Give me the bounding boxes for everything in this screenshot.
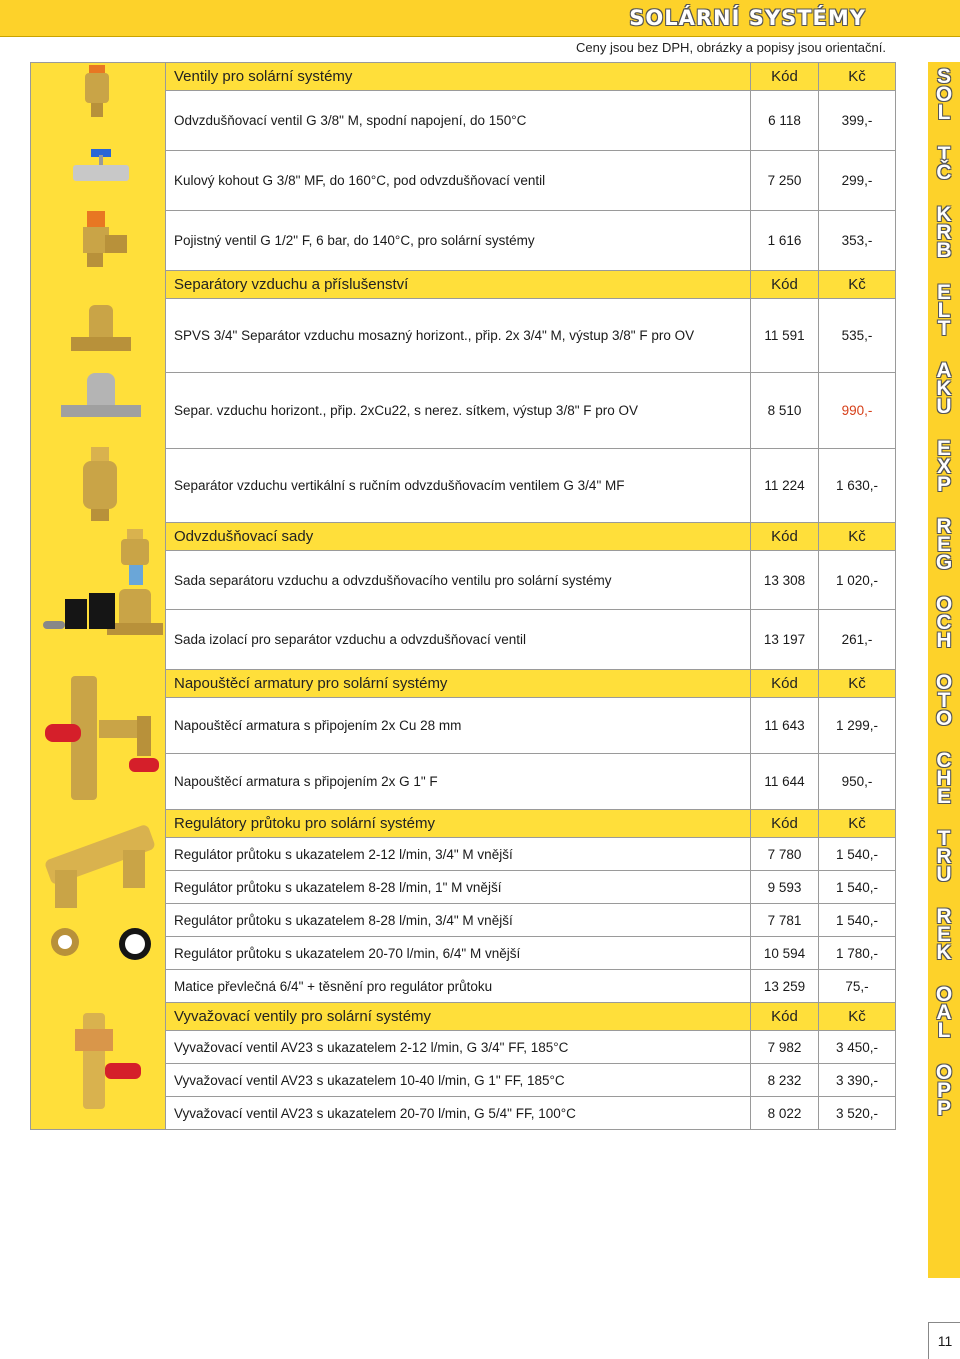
brass-valve-icon: [79, 65, 115, 121]
item-description: Pojistný ventil G 1/2" F, 6 bar, do 140°C, pro solární systémy: [166, 211, 751, 271]
price-header: Kč: [819, 810, 896, 838]
item-code: 8 022: [751, 1097, 819, 1130]
item-code: 11 591: [751, 299, 819, 373]
side-index: [928, 62, 960, 1278]
item-description: Kulový kohout G 3/8" MF, do 160°C, pod odvzdušňovací ventil: [166, 151, 751, 211]
item-description: Regulátor průtoku s ukazatelem 8-28 l/min, 1" M vnější: [166, 871, 751, 904]
item-price: 353,-: [819, 211, 896, 271]
section-header: [31, 523, 896, 551]
section-header: [31, 810, 896, 838]
item-code: 7 781: [751, 904, 819, 937]
section-title: Napouštěcí armatury pro solární systémy: [166, 670, 751, 698]
item-description: SPVS 3/4" Separátor vzduchu mosazný horizont., přip. 2x 3/4" M, výstup 3/8" F pro OV: [166, 299, 751, 373]
item-code: 13 197: [751, 610, 819, 670]
item-code: 13 259: [751, 970, 819, 1003]
section-title: Odvzdušňovací sady: [166, 523, 751, 551]
item-price: 1 630,-: [819, 449, 896, 523]
product-images: [31, 271, 166, 523]
item-price: 3 390,-: [819, 1064, 896, 1097]
section-title: Ventily pro solární systémy: [166, 63, 751, 91]
section-header: [31, 670, 896, 698]
item-code: 6 118: [751, 91, 819, 151]
item-price: 1 540,-: [819, 838, 896, 871]
side-index-exp[interactable]: E X P: [936, 437, 951, 496]
product-images: [31, 523, 166, 670]
air-separator-icon: [61, 371, 141, 431]
side-index-opp[interactable]: O P P: [935, 1061, 953, 1120]
price-disclaimer: Ceny jsou bez DPH, obrázky a popisy jsou orientační.: [576, 40, 886, 55]
top-banner: [0, 0, 960, 37]
item-description: Sada separátoru vzduchu a odvzdušňovacího ventilu pro solární systémy: [166, 551, 751, 610]
item-description: Napouštěcí armatura s připojením 2x G 1" F: [166, 754, 751, 810]
section-header: [31, 1003, 896, 1031]
balancing-valve-icon: [51, 1009, 151, 1119]
item-description: Vyvažovací ventil AV23 s ukazatelem 10-40 l/min, G 1" FF, 185°C: [166, 1064, 751, 1097]
insulation-set-icon: [35, 527, 165, 667]
side-index-che[interactable]: C H E: [936, 749, 952, 808]
item-description: Regulátor průtoku s ukazatelem 8-28 l/min, 3/4" M vnější: [166, 904, 751, 937]
item-description: Sada izolací pro separátor vzduchu a odvzdušňovací ventil: [166, 610, 751, 670]
item-price: 1 540,-: [819, 871, 896, 904]
product-images: [31, 810, 166, 1003]
section-header: [31, 63, 896, 91]
item-price: 1 780,-: [819, 937, 896, 970]
filling-valve-icon: [37, 672, 166, 808]
code-header: Kód: [751, 1003, 819, 1031]
price-header: Kč: [819, 670, 896, 698]
side-index-tc[interactable]: T Č: [936, 143, 952, 184]
item-price: 950,-: [819, 754, 896, 810]
item-description: Regulátor průtoku s ukazatelem 2-12 l/min, 3/4" M vnější: [166, 838, 751, 871]
item-description: Separátor vzduchu vertikální s ručním odvzdušňovacím ventilem G 3/4" MF: [166, 449, 751, 523]
item-price: 1 540,-: [819, 904, 896, 937]
item-price: 75,-: [819, 970, 896, 1003]
item-price: 299,-: [819, 151, 896, 211]
section-title: Vyvažovací ventily pro solární systémy: [166, 1003, 751, 1031]
item-description: Separ. vzduchu horizont., přip. 2xCu22, s nerez. sítkem, výstup 3/8" F pro OV: [166, 373, 751, 449]
section-header: [31, 271, 896, 299]
item-code: 11 644: [751, 754, 819, 810]
item-price: 1 299,-: [819, 698, 896, 754]
side-index-oal[interactable]: O A L: [935, 983, 953, 1042]
brand-title: SOLÁRNÍ SYSTÉMY: [629, 6, 866, 30]
item-code: 8 232: [751, 1064, 819, 1097]
side-index-rek[interactable]: R E K: [936, 905, 952, 964]
air-separator-icon: [75, 447, 125, 523]
price-header: Kč: [819, 63, 896, 91]
item-description: Regulátor průtoku s ukazatelem 20-70 l/min, 6/4" M vnější: [166, 937, 751, 970]
price-header: Kč: [819, 523, 896, 551]
safety-valve-icon: [71, 211, 131, 271]
item-code: 7 780: [751, 838, 819, 871]
item-description: Vyvažovací ventil AV23 s ukazatelem 2-12 l/min, G 3/4" FF, 185°C: [166, 1031, 751, 1064]
item-description: Napouštěcí armatura s připojením 2x Cu 28 mm: [166, 698, 751, 754]
item-code: 7 250: [751, 151, 819, 211]
item-price: 399,-: [819, 91, 896, 151]
side-index-och[interactable]: O C H: [935, 593, 953, 652]
side-index-krb[interactable]: K R B: [936, 203, 952, 262]
code-header: Kód: [751, 271, 819, 299]
ball-valve-icon: [71, 147, 131, 187]
item-price: 990,-: [819, 373, 896, 449]
page-number: 11: [928, 1322, 960, 1359]
side-index-tru[interactable]: T R U: [936, 827, 952, 886]
item-price: 535,-: [819, 299, 896, 373]
side-index-aku[interactable]: A K U: [936, 359, 952, 418]
air-separator-icon: [71, 301, 131, 361]
item-price: 3 450,-: [819, 1031, 896, 1064]
item-code: 9 593: [751, 871, 819, 904]
side-index-elt[interactable]: E L T: [936, 281, 951, 340]
item-code: 13 308: [751, 551, 819, 610]
section-title: Regulátory průtoku pro solární systémy: [166, 810, 751, 838]
section-title: Separátory vzduchu a příslušenství: [166, 271, 751, 299]
item-code: 10 594: [751, 937, 819, 970]
item-code: 11 643: [751, 698, 819, 754]
side-index-oto[interactable]: O T O: [935, 671, 953, 730]
code-header: Kód: [751, 523, 819, 551]
price-table: [30, 62, 896, 1130]
item-description: Odvzdušňovací ventil G 3/8" M, spodní napojení, do 150°C: [166, 91, 751, 151]
product-images: [31, 670, 166, 810]
price-header: Kč: [819, 1003, 896, 1031]
item-description: Matice převlečná 6/4" + těsnění pro regulátor průtoku: [166, 970, 751, 1003]
item-code: 8 510: [751, 373, 819, 449]
code-header: Kód: [751, 810, 819, 838]
item-price: 3 520,-: [819, 1097, 896, 1130]
item-code: 1 616: [751, 211, 819, 271]
product-images: [31, 1003, 166, 1130]
item-code: 7 982: [751, 1031, 819, 1064]
code-header: Kód: [751, 670, 819, 698]
code-header: Kód: [751, 63, 819, 91]
flow-regulator-icon: [39, 812, 163, 982]
item-description: Vyvažovací ventil AV23 s ukazatelem 20-70 l/min, G 5/4" FF, 100°C: [166, 1097, 751, 1130]
side-index-reg[interactable]: R E G: [935, 515, 953, 574]
side-index-sol[interactable]: S O L: [935, 65, 953, 124]
price-header: Kč: [819, 271, 896, 299]
product-images: [31, 63, 166, 271]
item-price: 261,-: [819, 610, 896, 670]
item-price: 1 020,-: [819, 551, 896, 610]
item-code: 11 224: [751, 449, 819, 523]
